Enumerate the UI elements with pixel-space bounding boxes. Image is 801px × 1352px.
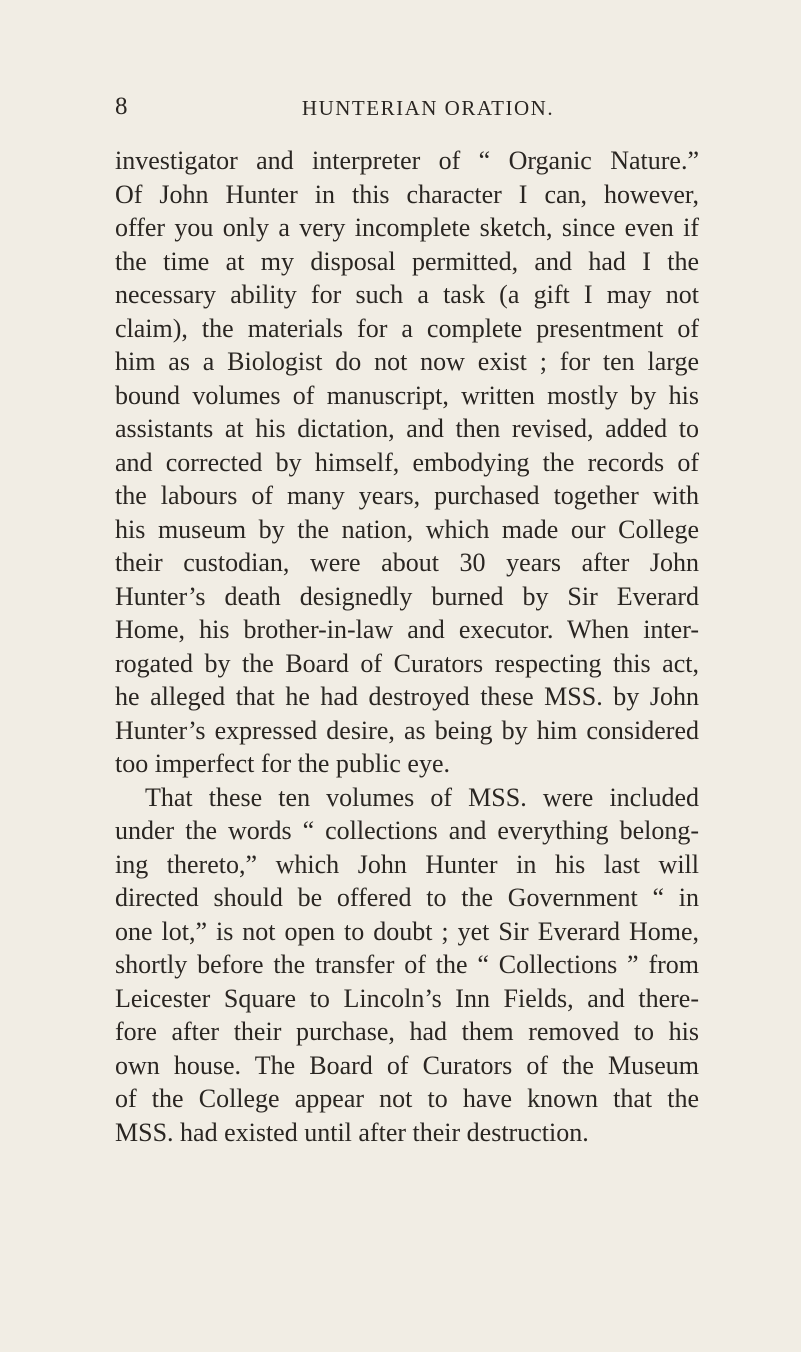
text-line: he alleged that he had destroyed these MSS. by John: [115, 682, 699, 711]
text-line: assistants at his dictation, and then revised, added to: [115, 414, 699, 443]
text-line: Hunter’s death designedly burned by Sir Everard: [115, 581, 699, 611]
paragraph-1: [115, 144, 699, 781]
text-line: of the College appear not to have known that the: [115, 1084, 699, 1113]
paragraph-2: [115, 781, 699, 1150]
text-line: offer you only a very incomplete sketch, since even if: [115, 213, 699, 242]
text-line: Hunter’s expressed desire, as being by him considered: [115, 715, 699, 745]
text-line: under the words “ collections and everything belong-: [115, 816, 699, 845]
text-line: Leicester Square to Lincoln’s Inn Fields, and there-: [115, 983, 699, 1013]
text-line: That these ten volumes of MSS. were included: [145, 782, 699, 812]
text-line: the time at my disposal permitted, and had I the: [115, 246, 699, 276]
text-line: the labours of many years, purchased together with: [115, 481, 699, 510]
text-line: own house. The Board of Curators of the Museum: [115, 1050, 699, 1080]
text-line: claim), the materials for a complete presentment of: [115, 313, 699, 343]
text-line: Of John Hunter in this character I can, however,: [115, 179, 699, 209]
text-line: necessary ability for such a task (a gift I may not: [115, 280, 699, 309]
text-line: MSS. had existed until after their destruction.: [115, 1117, 589, 1147]
text-line: Home, his brother-in-law and executor. When inter-: [115, 615, 699, 644]
text-line: rogated by the Board of Curators respecting this act,: [115, 648, 699, 678]
running-head-title: HUNTERIAN ORATION.: [301, 96, 555, 120]
body-text: [115, 144, 699, 1149]
text-line: shortly before the transfer of the “ Collections ” from: [115, 950, 699, 979]
text-line: his museum by the nation, which made our College: [115, 514, 699, 544]
text-line: and corrected by himself, embodying the records of: [115, 447, 699, 477]
text-line: ing thereto,” which John Hunter in his last will: [115, 849, 699, 879]
text-line: investigator and interpreter of “ Organic Nature.”: [115, 146, 699, 175]
text-line: him as a Biologist do not now exist ; for ten large: [115, 347, 699, 376]
text-line: fore after their purchase, had them removed to his: [115, 1017, 699, 1046]
text-line: bound volumes of manuscript, written mostly by his: [115, 380, 699, 410]
running-head: [0, 95, 801, 121]
page-number: 8: [115, 93, 128, 120]
text-line: directed should be offered to the Government “ in: [115, 883, 699, 912]
text-line: too imperfect for the public eye.: [115, 749, 450, 778]
text-line: one lot,” is not open to doubt ; yet Sir Everard Home,: [115, 916, 699, 946]
text-line: their custodian, were about 30 years after John: [115, 548, 699, 577]
